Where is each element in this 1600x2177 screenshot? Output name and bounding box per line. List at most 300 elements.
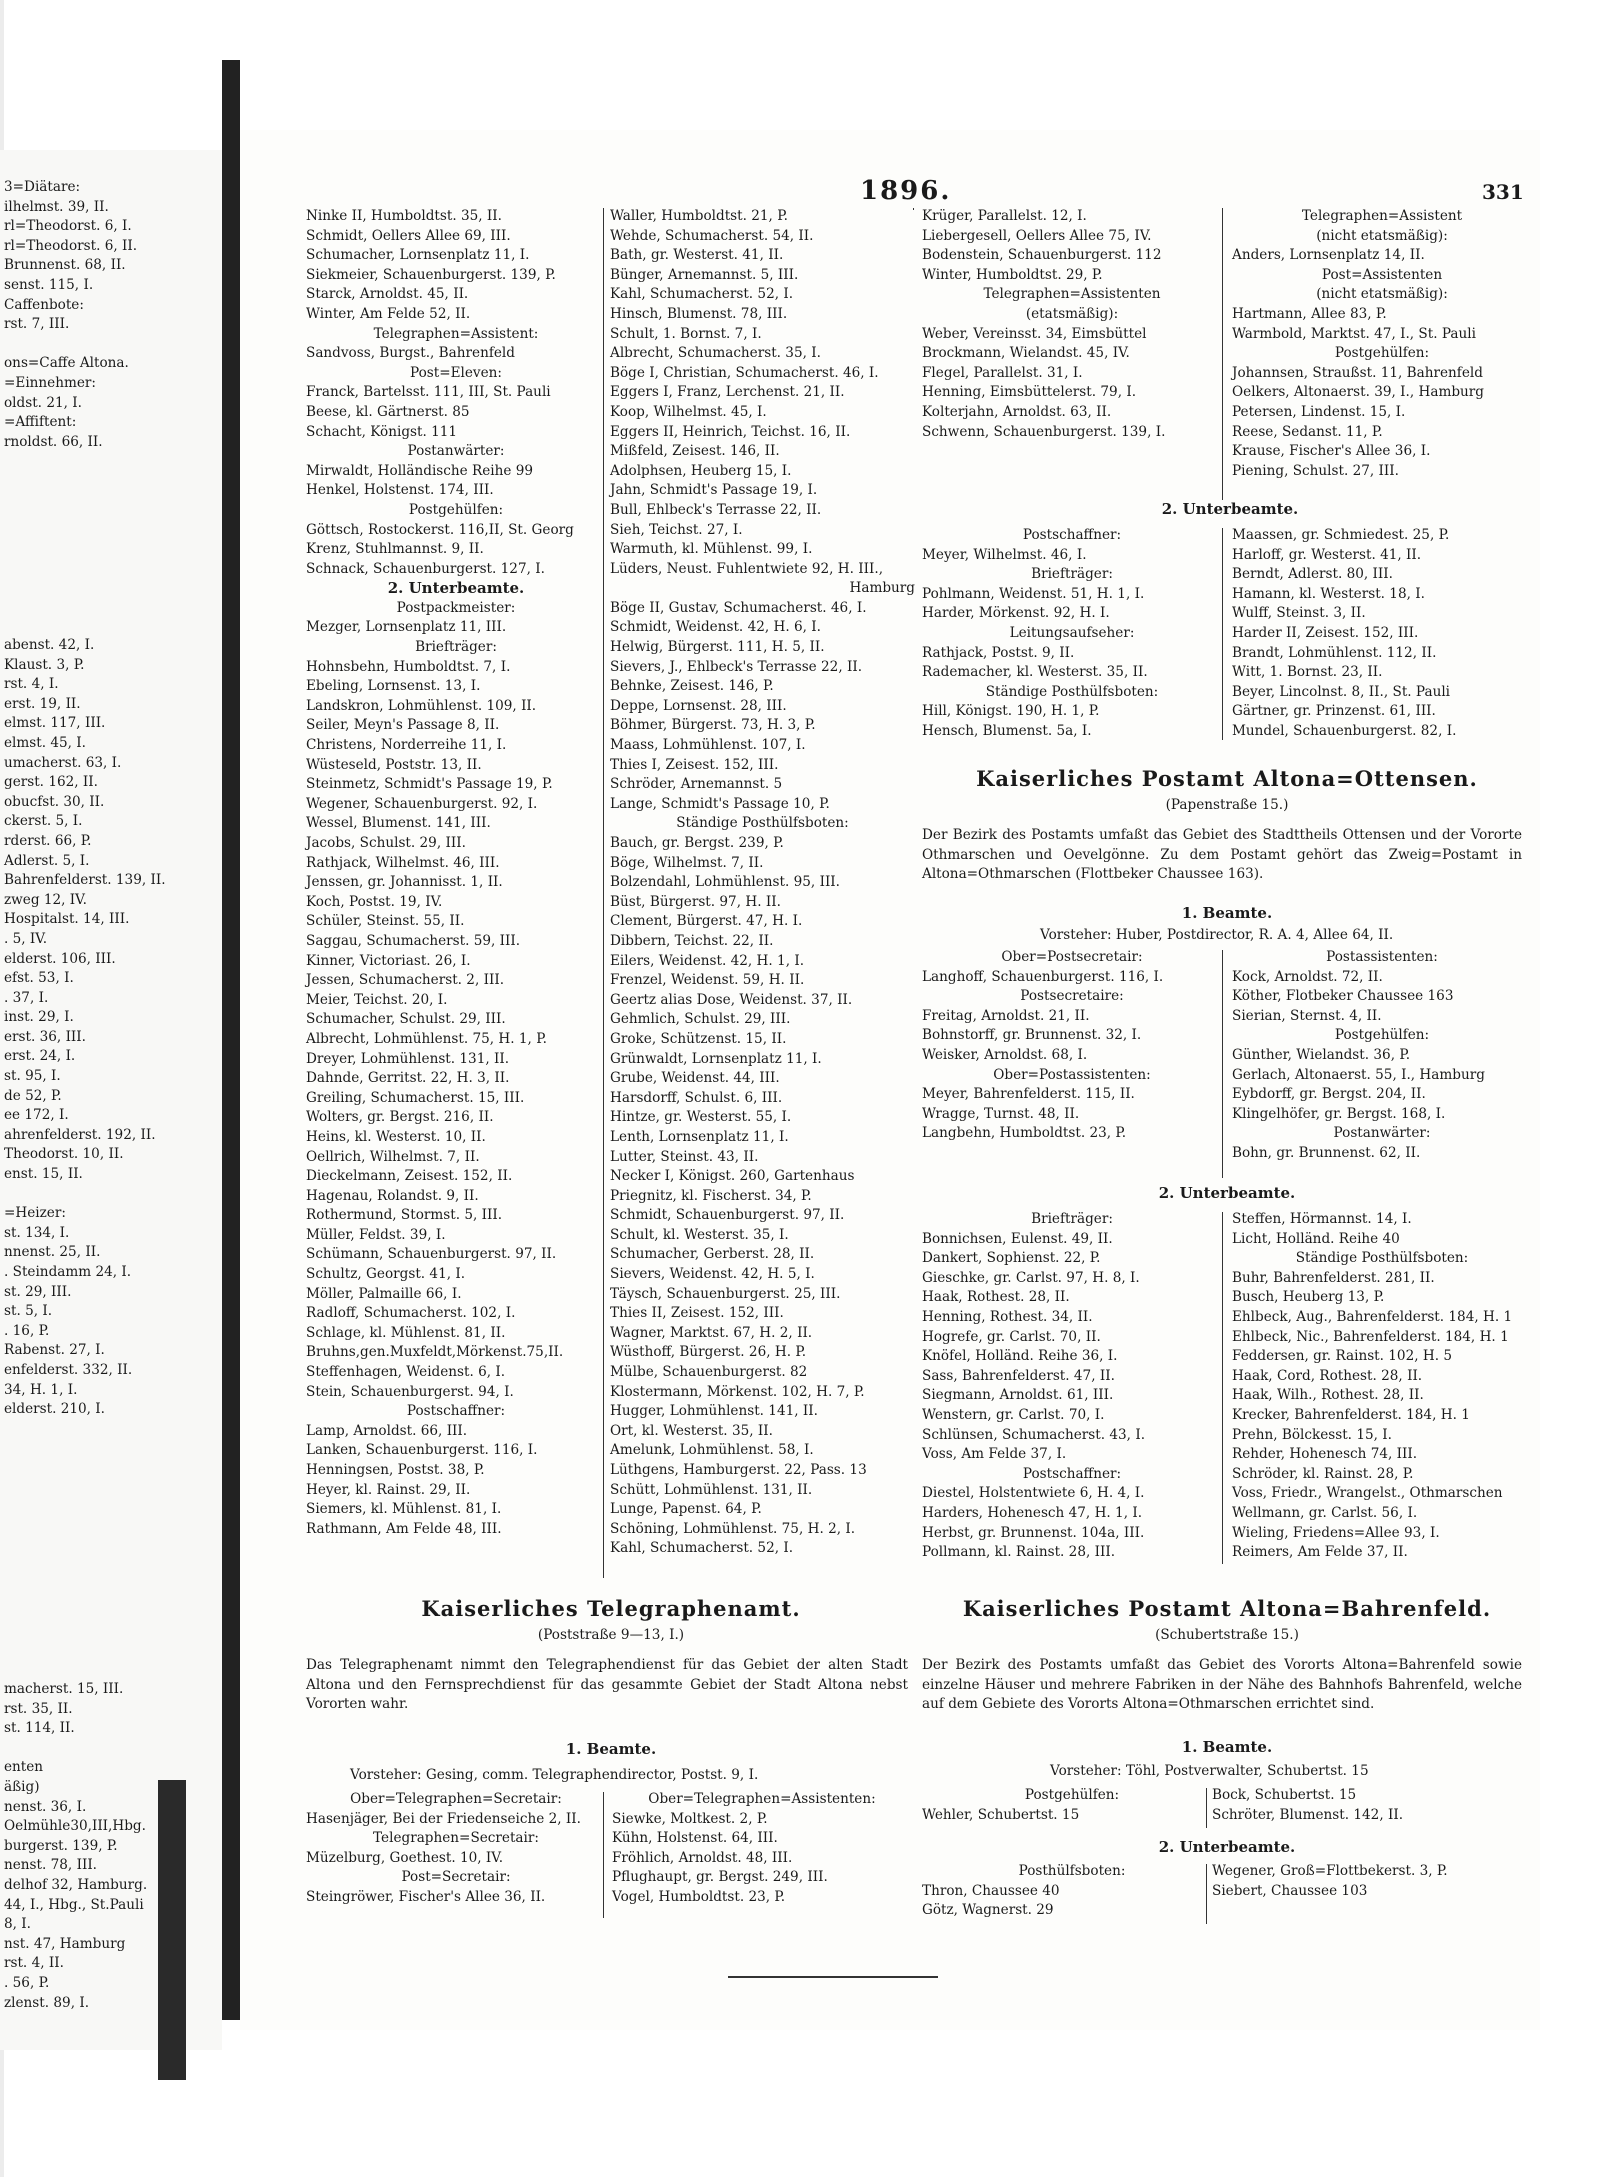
- directory-entry: Kock, Arnoldst. 72, II.: [1232, 968, 1383, 985]
- left-fragment-block-1: [0, 178, 138, 452]
- directory-entry: Grube, Weidenst. 44, III.: [610, 1070, 780, 1087]
- directory-entry: Hamann, kl. Westerst. 18, I.: [1232, 585, 1425, 602]
- directory-entry: Köther, Flotbeker Chaussee 163: [1232, 988, 1454, 1005]
- left-page-line: rst. 35, II.: [4, 1700, 73, 1717]
- left-page-fragment: [0, 150, 222, 2050]
- directory-entry: Pollmann, kl. Rainst. 28, III.: [922, 1544, 1116, 1561]
- directory-entry: Sievers, J., Ehlbeck's Terrasse 22, II.: [610, 658, 863, 675]
- ottensen-rule-b: [1222, 1212, 1223, 1564]
- directory-entry: Saggau, Schumacherst. 59, III.: [306, 932, 521, 949]
- directory-entry: Wulff, Steinst. 3, II.: [1232, 605, 1366, 622]
- column-rule-1: [603, 208, 604, 1578]
- directory-entry: Heins, kl. Westerst. 10, II.: [306, 1128, 486, 1145]
- column-rule-3b: [1222, 528, 1223, 740]
- subheading: Briefträger:: [1031, 566, 1113, 583]
- directory-entry: Schüler, Steinst. 55, II.: [306, 913, 465, 930]
- directory-entry: Prehn, Bölckesst. 15, I.: [1232, 1426, 1392, 1443]
- directory-entry: Henningsen, Postst. 38, P.: [306, 1462, 485, 1478]
- directory-entry: Diestel, Holstentwiete 6, H. 4, I.: [922, 1485, 1145, 1502]
- directory-entry: Licht, Holländ. Reihe 40: [1232, 1230, 1400, 1247]
- directory-entry: Böge I, Christian, Schumacherst. 46, I.: [610, 364, 879, 381]
- left-page-line: st. 114, II.: [4, 1720, 75, 1737]
- directory-entry: Oelkers, Altonaerst. 39, I., Hamburg: [1232, 384, 1485, 401]
- left-page-line: obucfst. 30, II.: [4, 793, 105, 810]
- directory-entry: Hugger, Lohmühlenst. 141, II.: [610, 1403, 818, 1420]
- directory-entry: Heyer, kl. Rainst. 29, II.: [306, 1481, 471, 1498]
- directory-entry: Maass, Lohmühlenst. 107, I.: [610, 737, 806, 754]
- directory-entry: Meyer, Bahrenfelderst. 115, II.: [922, 1086, 1135, 1103]
- directory-entry: Wehler, Schubertst. 15: [922, 1806, 1080, 1823]
- left-page-line: senst. 115, I.: [4, 276, 94, 293]
- left-page-line: rl=Theodorst. 6, I.: [4, 218, 132, 235]
- subheading: Postsecretaire:: [1020, 988, 1124, 1005]
- directory-entry: Wehde, Schumacherst. 54, II.: [610, 227, 814, 244]
- left-page-line: st. 95, I.: [4, 1068, 61, 1085]
- directory-entry: Hinsch, Blumenst. 78, III.: [610, 305, 788, 322]
- left-page-line: zlenst. 89, I.: [4, 1994, 90, 2011]
- bahrenfeld-description: Der Bezirk des Postamts umfaßt das Gebiet des Vororts Altona=Bahrenfeld sowie einzelne Häuser und mehrere Fabriken in der Nähe des Bahnhofs Bahrenfeld, welche auf dem Gebiete des Vororts Altona=Othmarschen errichtet sind.: [922, 1657, 1522, 1713]
- directory-entry: Dibbern, Teichst. 22, II.: [610, 932, 774, 949]
- directory-entry: Ninke II, Humboldtst. 35, II.: [306, 208, 502, 224]
- directory-entry: Götz, Wagnerst. 29: [922, 1902, 1054, 1919]
- column-3-unterbeamte: [922, 526, 1222, 742]
- directory-entry: Warmbold, Marktst. 47, I., St. Pauli: [1232, 325, 1476, 342]
- directory-entry: Brandt, Lohmühlenst. 112, II.: [1232, 644, 1437, 661]
- directory-entry: Johannsen, Straußst. 11, Bahrenfeld: [1232, 364, 1483, 381]
- ottensen-vorsteher: Vorsteher: Huber, Postdirector, R. A. 4, Allee 64, II.: [1040, 927, 1394, 943]
- directory-entry: Thron, Chaussee 40: [922, 1882, 1060, 1899]
- directory-entry: Ebeling, Lornsenst. 13, I.: [306, 678, 481, 695]
- directory-entry: Möller, Palmaille 66, I.: [306, 1285, 462, 1302]
- left-page-line: burgerst. 139, P.: [4, 1837, 118, 1854]
- directory-entry: Sass, Bahrenfelderst. 47, II.: [922, 1367, 1115, 1384]
- column-rule-2: [913, 208, 914, 210]
- subheading: Post=Eleven:: [410, 364, 502, 381]
- directory-entry: Wieling, Friedens=Allee 93, I.: [1232, 1524, 1440, 1541]
- directory-entry: Voss, Am Felde 37, I.: [922, 1446, 1067, 1463]
- directory-entry: Schmidt, Weidenst. 42, H. 6, I.: [610, 619, 821, 636]
- directory-entry: Dieckelmann, Zeisest. 152, II.: [306, 1168, 513, 1185]
- directory-entry: Voss, Friedr., Wrangelst., Othmarschen: [1232, 1485, 1503, 1502]
- left-page-line: gerst. 162, II.: [4, 774, 98, 791]
- directory-entry: Albrecht, Lohmühlenst. 75, H. 1, P.: [306, 1030, 547, 1047]
- directory-entry: Flegel, Parallelst. 31, I.: [922, 364, 1083, 381]
- directory-entry: Weber, Vereinsst. 34, Eimsbüttel: [922, 325, 1147, 342]
- left-page-line: macherst. 15, III.: [4, 1681, 124, 1697]
- directory-entry: Schmidt, Schauenburgerst. 97, II.: [610, 1207, 845, 1224]
- directory-entry: Hintze, gr. Westerst. 55, I.: [610, 1109, 792, 1126]
- directory-entry: Langhoff, Schauenburgerst. 116, I.: [922, 968, 1164, 985]
- directory-entry: Stein, Schauenburgerst. 94, I.: [306, 1383, 514, 1400]
- directory-entry: Priegnitz, kl. Fischerst. 34, P.: [610, 1187, 812, 1204]
- directory-entry: Schult, kl. Westerst. 35, I.: [610, 1226, 789, 1243]
- directory-entry: Kühn, Holstenst. 64, III.: [612, 1830, 778, 1847]
- directory-entry: Geertz alias Dose, Weidenst. 37, II.: [610, 991, 853, 1008]
- directory-entry: Wellmann, gr. Carlst. 56, I.: [1232, 1504, 1418, 1521]
- telegraphenamt-vorsteher: Vorsteher: Gesing, comm. Telegraphendirector, Postst. 9, I.: [350, 1767, 759, 1783]
- directory-entry: Harders, Hohenesch 47, H. 1, I.: [922, 1504, 1143, 1521]
- left-page-line: Oelmühle30,III,Hbg.: [4, 1818, 146, 1835]
- left-fragment-block-2: [0, 636, 166, 1420]
- directory-entry: Dahnde, Gerritst. 22, H. 3, II.: [306, 1070, 510, 1087]
- subheading: (nicht etatsmäßig):: [1316, 286, 1448, 303]
- ottensen-beamte-right: [1232, 948, 1532, 1164]
- directory-entry: Schlage, kl. Mühlenst. 81, II.: [306, 1324, 506, 1341]
- directory-entry: Henning, Rothest. 34, II.: [922, 1308, 1093, 1325]
- left-page-line: 8, I.: [4, 1916, 31, 1933]
- directory-entry: Siewke, Moltkest. 2, P.: [612, 1810, 768, 1827]
- directory-entry: Eilers, Weidenst. 42, H. 1, I.: [610, 952, 805, 969]
- left-page-line: st. 29, III.: [4, 1283, 72, 1300]
- directory-entry: Schröder, Arnemannst. 5: [610, 776, 783, 793]
- directory-entry: Harsdorff, Schulst. 6, III.: [610, 1089, 783, 1106]
- directory-entry: Petersen, Lindenst. 15, I.: [1232, 403, 1406, 420]
- directory-entry: Schöning, Lohmühlenst. 75, H. 2, I.: [610, 1520, 856, 1537]
- left-page-line: elderst. 106, III.: [4, 950, 116, 967]
- directory-entry: Anders, Lornsenplatz 14, II.: [1232, 247, 1425, 264]
- directory-entry: Schnack, Schauenburgerst. 127, I.: [306, 560, 545, 577]
- column-4: [1232, 207, 1532, 481]
- directory-entry: Klostermann, Mörkenst. 102, H. 7, P.: [610, 1383, 865, 1400]
- left-page-line: 3=Diätare:: [4, 179, 81, 195]
- directory-entry: Wolters, gr. Bergst. 216, II.: [306, 1109, 494, 1126]
- left-page-line: =Heizer:: [4, 1205, 66, 1222]
- left-page-line: Adlerst. 5, I.: [4, 852, 90, 869]
- directory-entry: Göttsch, Rostockerst. 116,II, St. Georg: [306, 521, 574, 538]
- directory-entry: Schult, 1. Bornst. 7, I.: [610, 325, 762, 342]
- subheading: (nicht etatsmäßig):: [1316, 227, 1448, 244]
- unterbeamte-heading: 2. Unterbeamte.: [1161, 500, 1299, 518]
- left-page-line: rl=Theodorst. 6, II.: [4, 237, 138, 254]
- left-page-line: ee 172, I.: [4, 1107, 69, 1124]
- subheading: Postanwärter:: [407, 443, 505, 460]
- left-page-line: [4, 1739, 147, 1759]
- subheading: Telegraphen=Secretair:: [373, 1830, 539, 1847]
- directory-entry: Mülbe, Schauenburgerst. 82: [610, 1364, 808, 1381]
- directory-entry: Gieschke, gr. Carlst. 97, H. 8, I.: [922, 1269, 1140, 1286]
- directory-entry: Schacht, Königst. 111: [306, 423, 458, 440]
- directory-entry: Knöfel, Holländ. Reihe 36, I.: [922, 1348, 1118, 1365]
- directory-entry: Kahl, Schumacherst. 52, I.: [610, 1540, 794, 1557]
- left-page-line: zweg 12, IV.: [4, 891, 87, 908]
- directory-entry: Franck, Bartelsst. 111, III, St. Pauli: [306, 384, 551, 401]
- directory-entry: Koop, Wilhelmst. 45, I.: [610, 403, 767, 420]
- directory-entry: Hagenau, Rolandst. 9, II.: [306, 1187, 479, 1204]
- telegraphenamt-title: Kaiserliches Telegraphenamt.: [421, 1596, 801, 1621]
- directory-entry: Gerlach, Altonaerst. 55, I., Hamburg: [1232, 1066, 1485, 1083]
- subheading: Postgehülfen:: [1024, 1787, 1120, 1803]
- column-1: [306, 207, 606, 1539]
- subheading: Ständige Posthülfsboten:: [676, 815, 849, 832]
- left-page-line: st. 134, I.: [4, 1224, 70, 1241]
- bahrenfeld-unterbeamte-left: [922, 1862, 1222, 1921]
- directory-entry: Vogel, Humboldtst. 23, P.: [612, 1888, 786, 1905]
- directory-entry: Brockmann, Wielandst. 45, IV.: [922, 345, 1130, 362]
- directory-entry: Bruhns,gen.Muxfeldt,Mörkenst.75,II.: [306, 1344, 564, 1361]
- left-fragment-block-3: [0, 1680, 148, 2013]
- subheading: Post=Assistenten: [1321, 266, 1443, 283]
- directory-entry: Sieh, Teichst. 27, I.: [610, 521, 743, 538]
- left-page-line: erst. 36, III.: [4, 1028, 86, 1045]
- left-page-line: 34, H. 1, I.: [4, 1381, 78, 1398]
- left-page-line: elmst. 45, I.: [4, 734, 86, 751]
- left-page-line: [4, 335, 137, 355]
- subheading: Telegraphen=Assistenten: [983, 286, 1161, 303]
- bahrenfeld-rule-b: [1206, 1864, 1207, 1924]
- directory-entry: Piening, Schulst. 27, III.: [1232, 462, 1399, 479]
- directory-entry: Rathjack, Postst. 9, II.: [922, 644, 1075, 661]
- left-page-line: =Einnehmer:: [4, 374, 96, 391]
- directory-entry: Frenzel, Weidenst. 59, H. II.: [610, 972, 805, 989]
- directory-entry: Wüsteseld, Poststr. 13, II.: [306, 756, 482, 773]
- directory-entry: Langbehn, Humboldtst. 23, P.: [922, 1125, 1127, 1142]
- ottensen-unterbeamte-left: [922, 1210, 1222, 1563]
- directory-entry: Hill, Königst. 190, H. 1, P.: [922, 703, 1100, 720]
- directory-entry: Lenth, Lornsenplatz 11, I.: [610, 1128, 789, 1145]
- directory-entry: Jessen, Schumacherst. 2, III.: [306, 972, 505, 989]
- directory-entry: Büst, Bürgerst. 97, H. II.: [610, 893, 781, 910]
- directory-entry: Henkel, Holstenst. 174, III.: [306, 482, 494, 499]
- left-page-line: Rabenst. 27, I.: [4, 1342, 105, 1359]
- left-page-line: nst. 47, Hamburg: [4, 1935, 126, 1952]
- telegraphenamt-right: [612, 1790, 912, 1908]
- directory-entry: Deppe, Lornsenst. 28, III.: [610, 697, 787, 714]
- directory-entry: Steffenhagen, Weidenst. 6, I.: [306, 1364, 506, 1381]
- left-page-line: ckerst. 5, I.: [4, 813, 83, 830]
- left-page-line: . 37, I.: [4, 989, 49, 1006]
- bahrenfeld-vorsteher: Vorsteher: Töhl, Postverwalter, Schubertst. 15: [1050, 1763, 1369, 1779]
- directory-entry: Jacobs, Schulst. 29, III.: [306, 835, 466, 851]
- left-page-line: . 5, IV.: [4, 930, 48, 947]
- subheading: Ober=Postsecretair:: [1001, 949, 1143, 965]
- directory-entry: Busch, Heuberg 13, P.: [1232, 1289, 1385, 1306]
- subheading: Ständige Posthülfsboten:: [985, 683, 1159, 700]
- directory-entry: Harder II, Zeisest. 152, III.: [1232, 624, 1419, 641]
- directory-entry: Hasenjäger, Bei der Friedenseiche 2, II.: [306, 1810, 581, 1827]
- subheading: Postgehülfen:: [1334, 1027, 1430, 1044]
- bahrenfeld-beamte-left: [922, 1786, 1222, 1825]
- directory-entry: Wagner, Marktst. 67, H. 2, II.: [610, 1324, 813, 1341]
- left-page-line: de 52, P.: [4, 1087, 62, 1104]
- directory-entry: Thies I, Zeisest. 152, III.: [610, 756, 779, 773]
- subheading: Post=Secretair:: [401, 1869, 511, 1886]
- subheading: Postassistenten:: [1326, 949, 1438, 965]
- subheading: Postpackmeister:: [396, 599, 516, 616]
- directory-entry: Clement, Bürgerst. 47, H. I.: [610, 913, 803, 930]
- ottensen-unterbeamte-heading: 2. Unterbeamte.: [1158, 1184, 1296, 1202]
- directory-entry: Lange, Schmidt's Passage 10, P.: [610, 795, 830, 812]
- left-page-line: abenst. 42, I.: [4, 637, 95, 653]
- left-page-line: rst. 7, III.: [4, 316, 70, 333]
- column-2: [610, 207, 915, 1559]
- left-page-line: Brunnenst. 68, II.: [4, 257, 126, 274]
- directory-entry: Lamp, Arnoldst. 66, III.: [306, 1422, 468, 1439]
- directory-entry: Jahn, Schmidt's Passage 19, I.: [610, 482, 818, 499]
- left-page-line: ilhelmst. 39, II.: [4, 198, 109, 215]
- directory-entry: Seiler, Meyn's Passage 8, II.: [306, 717, 500, 734]
- directory-entry: Meier, Teichst. 20, I.: [306, 991, 448, 1008]
- directory-entry: Schlünsen, Schumacherst. 43, I.: [922, 1426, 1146, 1443]
- column-4-unterbeamte: [1232, 526, 1532, 742]
- directory-entry: Haak, Cord, Rothest. 28, II.: [1232, 1367, 1423, 1384]
- directory-entry: Lutter, Steinst. 43, II.: [610, 1148, 759, 1165]
- directory-entry: Thies II, Zeisest. 152, III.: [610, 1305, 784, 1322]
- left-page-line: umacherst. 63, I.: [4, 754, 122, 771]
- directory-entry: Berndt, Adlerst. 80, III.: [1232, 566, 1393, 583]
- subheading: Postanwärter:: [1333, 1125, 1431, 1142]
- directory-entry: Wessel, Blumenst. 141, III.: [306, 815, 491, 832]
- directory-entry: Harder, Mörkenst. 92, H. I.: [922, 605, 1110, 622]
- subheading: Leitungsaufseher:: [1009, 624, 1135, 641]
- bahrenfeld-rule-a: [1206, 1788, 1207, 1828]
- left-page-line: nenst. 36, I.: [4, 1798, 87, 1815]
- left-page-line: nenst. 78, III.: [4, 1857, 98, 1874]
- left-page-line: 44, I., Hbg., St.Pauli: [4, 1896, 144, 1913]
- directory-entry: Freitag, Arnoldst. 21, II.: [922, 1007, 1090, 1024]
- directory-entry: Christens, Norderreihe 11, I.: [306, 737, 507, 754]
- directory-entry: Schröder, kl. Rainst. 28, P.: [1232, 1465, 1414, 1482]
- directory-entry: Siebert, Chaussee 103: [1212, 1882, 1368, 1899]
- subheading: Ständige Posthülfsboten:: [1295, 1250, 1469, 1267]
- directory-entry: Starck, Arnoldst. 45, II.: [306, 286, 469, 303]
- directory-entry: Schümann, Schauenburgerst. 97, II.: [306, 1246, 557, 1263]
- directory-entry: Dreyer, Lohmühlenst. 131, II.: [306, 1050, 510, 1067]
- directory-entry: Helwig, Bürgerst. 111, H. 5, II.: [610, 639, 825, 656]
- book-gutter: [222, 60, 240, 2020]
- ottensen-beamte-left: [922, 948, 1222, 1144]
- directory-entry: Steffen, Hörmannst. 14, I.: [1232, 1211, 1412, 1227]
- telegraphenamt-beamte-heading: 1. Beamte.: [565, 1740, 657, 1758]
- directory-entry: Siemers, kl. Mühlenst. 81, I.: [306, 1501, 502, 1518]
- directory-entry: Wenstern, gr. Carlst. 70, I.: [922, 1406, 1105, 1423]
- directory-entry: Wragge, Turnst. 48, II.: [922, 1105, 1080, 1122]
- directory-entry: Koch, Postst. 19, IV.: [306, 893, 443, 910]
- subheading: Briefträger:: [415, 639, 497, 656]
- directory-entry: Bath, gr. Westerst. 41, II.: [610, 247, 784, 264]
- directory-entry: Sierian, Sternst. 4, II.: [1232, 1007, 1382, 1024]
- directory-entry: Buhr, Bahrenfelderst. 281, II.: [1232, 1269, 1435, 1286]
- directory-entry: Mirwaldt, Holländische Reihe 99: [306, 462, 534, 479]
- left-page-line: inst. 29, I.: [4, 1009, 74, 1026]
- directory-entry: Ehlbeck, Aug., Bahrenfelderst. 184, H. 1: [1232, 1308, 1513, 1325]
- directory-entry: Herbst, gr. Brunnenst. 104a, III.: [922, 1524, 1145, 1541]
- directory-entry: Schumacher, Schulst. 29, III.: [306, 1011, 506, 1028]
- subheading: Postgehülfen:: [1334, 345, 1430, 362]
- directory-entry: Steinmetz, Schmidt's Passage 19, P.: [306, 776, 553, 793]
- page-end-rule: [728, 1976, 938, 1978]
- left-page-line: Klaust. 3, P.: [4, 656, 85, 673]
- telegraphenamt-left: [306, 1790, 606, 1908]
- directory-entry: Harloff, gr. Westerst. 41, II.: [1232, 546, 1422, 563]
- directory-entry: Henning, Eimsbüttelerst. 79, I.: [922, 384, 1137, 401]
- directory-entry: Günther, Wielandst. 36, P.: [1232, 1046, 1411, 1063]
- left-page-line: äßig): [4, 1778, 40, 1795]
- left-page-line: Hospitalst. 14, III.: [4, 911, 130, 928]
- left-page-line: [4, 1185, 166, 1205]
- subheading: Briefträger:: [1031, 1211, 1113, 1227]
- left-page-line: erst. 24, I.: [4, 1048, 76, 1065]
- bahrenfeld-unterbeamte-right: [1212, 1862, 1512, 1901]
- directory-entry: Lüthgens, Hamburgerst. 22, Pass. 13: [610, 1462, 867, 1478]
- directory-entry: Pohlmann, Weidenst. 51, H. 1, I.: [922, 585, 1145, 602]
- telegraphenamt-address: (Poststraße 9—13, I.): [537, 1627, 685, 1643]
- directory-entry: Eybdorff, gr. Bergst. 204, II.: [1232, 1086, 1426, 1103]
- directory-entry: Böhmer, Bürgerst. 73, H. 3, P.: [610, 717, 816, 734]
- directory-entry: Lüders, Neust. Fuhlentwiete 92, H. III.,: [610, 560, 884, 577]
- directory-entry: Schütt, Lohmühlenst. 131, II.: [610, 1481, 813, 1498]
- directory-entry: Lanken, Schauenburgerst. 116, I.: [306, 1442, 538, 1459]
- directory-entry: Schumacher, Gerberst. 28, II.: [610, 1246, 815, 1263]
- directory-entry: Gärtner, gr. Prinzenst. 61, III.: [1232, 703, 1436, 720]
- directory-entry: Steingröwer, Fischer's Allee 36, II.: [306, 1888, 546, 1905]
- subheading: Ober=Telegraphen=Secretair:: [350, 1791, 562, 1807]
- left-page-line: . 56, P.: [4, 1974, 50, 1991]
- directory-entry: Behnke, Zeisest. 146, P.: [610, 678, 774, 695]
- directory-entry: Liebergesell, Oellers Allee 75, IV.: [922, 227, 1152, 244]
- directory-entry: Beese, kl. Gärtnerst. 85: [306, 403, 470, 420]
- directory-entry: Rehder, Hohenesch 74, III.: [1232, 1446, 1418, 1463]
- directory-entry: Hohnsbehn, Humboldtst. 7, I.: [306, 658, 511, 675]
- directory-entry: Hogrefe, gr. Carlst. 70, II.: [922, 1328, 1101, 1345]
- directory-entry: Meyer, Wilhelmst. 46, I.: [922, 546, 1087, 563]
- bahrenfeld-address: (Schubertstraße 15.): [1155, 1627, 1299, 1643]
- column-rule-3: [1222, 208, 1223, 500]
- directory-entry: Rademacher, kl. Westerst. 35, II.: [922, 664, 1148, 681]
- ottensen-title: Kaiserliches Postamt Altona=Ottensen.: [976, 766, 1478, 791]
- bahrenfeld-beamte-right: [1212, 1786, 1512, 1825]
- directory-entry: Ehlbeck, Nic., Bahrenfelderst. 184, H. 1: [1232, 1328, 1509, 1345]
- directory-entry: Sievers, Weidenst. 42, H. 5, I.: [610, 1266, 815, 1283]
- subheading: (etatsmäßig):: [1025, 305, 1119, 322]
- directory-entry: Maassen, gr. Schmiedest. 25, P.: [1232, 527, 1450, 543]
- directory-entry: Wegener, Groß=Flottbekerst. 3, P.: [1212, 1863, 1448, 1879]
- directory-entry: Hensch, Blumenst. 5a, I.: [922, 722, 1092, 739]
- directory-entry: Eggers II, Heinrich, Teichst. 16, II.: [610, 423, 851, 440]
- left-page-line: elderst. 210, I.: [4, 1401, 105, 1418]
- directory-entry: Rothermund, Stormst. 5, III.: [306, 1207, 503, 1224]
- directory-entry: Lunge, Papenst. 64, P.: [610, 1501, 762, 1518]
- directory-entry: Beyer, Lincolnst. 8, II., St. Pauli: [1232, 683, 1451, 700]
- left-page-line: efst. 53, I.: [4, 970, 74, 987]
- directory-entry: Müller, Feldst. 39, I.: [306, 1226, 446, 1243]
- subheading: Ober=Postassistenten:: [993, 1066, 1151, 1083]
- directory-entry: Haak, Rothest. 28, II.: [922, 1289, 1070, 1306]
- directory-entry: Bünger, Arnemannst. 5, III.: [610, 266, 799, 283]
- directory-entry: Bonnichsen, Eulenst. 49, II.: [922, 1230, 1113, 1247]
- left-page-line: ons=Caffe Altona.: [4, 355, 129, 372]
- continuation-line: Hamburg: [849, 580, 915, 597]
- directory-entry: Wegener, Schauenburgerst. 92, I.: [306, 795, 538, 812]
- directory-entry: Mezger, Lornsenplatz 11, III.: [306, 619, 507, 636]
- directory-entry: Rathmann, Am Felde 48, III.: [306, 1520, 502, 1537]
- directory-entry: Sandvoss, Burgst., Bahrenfeld: [306, 345, 515, 362]
- left-page-line: enfelderst. 332, II.: [4, 1361, 133, 1378]
- directory-entry: Albrecht, Schumacherst. 35, I.: [610, 345, 821, 362]
- directory-entry: Hartmann, Allee 83, P.: [1232, 305, 1387, 322]
- section-heading: 2. Unterbeamte.: [387, 579, 525, 598]
- subheading: Postschaffner:: [406, 1403, 506, 1420]
- directory-entry: Groke, Schützenst. 15, II.: [610, 1030, 787, 1047]
- column-3: [922, 207, 1222, 442]
- ottensen-rule-a: [1222, 950, 1223, 1178]
- directory-entry: Mundel, Schauenburgerst. 82, I.: [1232, 722, 1457, 739]
- directory-entry: Schmidt, Oellers Allee 69, III.: [306, 227, 511, 244]
- directory-entry: Siekmeier, Schauenburgerst. 139, P.: [306, 266, 556, 283]
- directory-entry: Bauch, gr. Bergst. 239, P.: [610, 835, 784, 851]
- directory-entry: Bock, Schubertst. 15: [1212, 1787, 1357, 1803]
- directory-entry: Adolphsen, Heuberg 15, I.: [610, 462, 792, 479]
- left-page-line: Theodorst. 10, II.: [4, 1146, 124, 1163]
